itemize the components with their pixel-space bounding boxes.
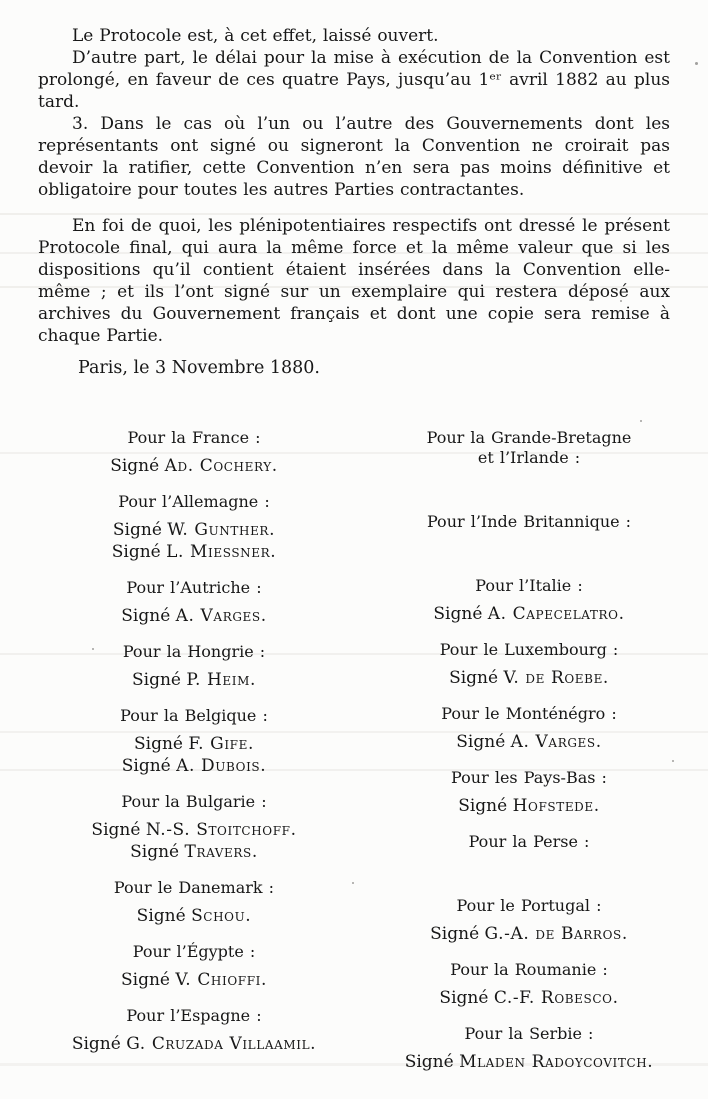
scan-artifact: [620, 300, 622, 302]
signature-block: [28, 706, 360, 777]
signatory-name: Hofstede.: [512, 796, 600, 816]
country-heading: Pour le Luxembourg :: [439, 640, 619, 659]
signature-block: [360, 960, 698, 1009]
signature-line: [28, 605, 360, 627]
signature-line: [28, 819, 360, 841]
country-heading: Pour l’Égypte :: [132, 942, 256, 961]
scan-artifact: [695, 62, 698, 65]
signature-block: [28, 1006, 360, 1055]
signature-line: [28, 455, 360, 477]
signature-prefix-label: Signé: [439, 988, 494, 1008]
signature-prefix-label: Signé: [71, 1034, 127, 1054]
country-heading: Pour la Hongrie :: [122, 642, 266, 661]
signature-block: [360, 1024, 698, 1073]
signatory-name: A. Capecelatro.: [487, 604, 625, 624]
signature-block: [360, 512, 698, 532]
signature-prefix-label: Signé: [91, 820, 146, 840]
country-heading: Pour l’Espagne :: [126, 1006, 262, 1025]
signature-prefix-label: Signé: [121, 970, 176, 990]
signatory-name: V. Chioffi.: [175, 970, 267, 990]
signature-block: [28, 428, 360, 477]
signature-prefix-label: Signé: [134, 734, 189, 754]
signature-prefix-label: Signé: [136, 906, 192, 926]
signatory-name: N.-S. Stoitchoff.: [145, 820, 297, 840]
signatory-name: A. Varges.: [175, 606, 267, 626]
signature-line: [360, 667, 698, 689]
country-heading: Pour la Serbie :: [464, 1024, 594, 1043]
signature-column-right: [360, 428, 698, 1088]
country-heading: Pour la Roumanie :: [450, 960, 608, 979]
paragraph-en-foi-de-quoi: En foi de quoi, les plénipotentiaires respectifs ont dressé le présent Protocole final, qui aura la même force et la même valeur que si les dispositions qu’il contient étaient insérées dans la Convention elle-même ; et ils l’ont signé sur un exemplaire qui restera déposé aux archives du Gouvernement français et dont une copie sera remise à chaque Partie.: [38, 216, 670, 346]
signature-line: [28, 905, 360, 927]
signature-block: [28, 578, 360, 627]
signature-line: [28, 733, 360, 755]
scan-artifact: [352, 882, 354, 884]
signature-block: [360, 428, 698, 468]
country-heading: Pour les Pays-Bas :: [451, 768, 607, 787]
signature-prefix-label: Signé: [111, 542, 167, 562]
signature-prefix-label: Signé: [110, 456, 165, 476]
body-text: [38, 25, 670, 380]
scan-artifact: [92, 648, 94, 650]
paragraph-protocole-ouvert: Le Protocole est, à cet effet, laissé ouvert.: [72, 26, 439, 46]
signature-line: [28, 541, 360, 563]
signature-prefix-label: Signé: [433, 604, 488, 624]
country-heading: Pour la Perse :: [468, 832, 590, 851]
country-heading: Pour la Bulgarie :: [121, 792, 267, 811]
country-heading: Pour le Monténégro :: [441, 704, 617, 723]
signature-line: [360, 603, 698, 625]
signature-line: [28, 841, 360, 863]
scan-artifact: [672, 760, 674, 762]
signature-prefix-label: Signé: [458, 796, 513, 816]
country-heading: Pour l’Inde Britannique :: [426, 512, 632, 531]
signatory-name: A. Dubois.: [176, 756, 267, 776]
country-heading: Pour l’Autriche :: [126, 578, 262, 597]
dateline: Paris, le 3 Novembre 1880.: [78, 358, 320, 378]
signature-line: [28, 969, 360, 991]
country-heading: Pour la Belgique :: [120, 706, 268, 725]
signature-line: [360, 1051, 698, 1073]
signatory-name: L. Miessner.: [166, 542, 277, 562]
signature-column-left: [28, 428, 360, 1088]
signatory-name: G.-A. de Barros.: [484, 924, 628, 944]
signature-prefix-label: Signé: [404, 1052, 460, 1072]
signature-prefix-label: Signé: [131, 670, 187, 690]
signature-block: [360, 768, 698, 817]
signature-prefix-label: Signé: [449, 668, 504, 688]
signatory-name: W. Gunther.: [167, 520, 276, 540]
signatory-name: C.-F. Robesco.: [493, 988, 619, 1008]
signatory-name: F. Gife.: [188, 734, 254, 754]
paragraph-delai-execution: D’autre part, le délai pour la mise à exécution de la Convention est prolongé, en faveur de ces quatre Pays, jusqu’au 1ᵉʳ avril 1882 au plus tard.: [38, 48, 670, 112]
signature-line: [360, 923, 698, 945]
signature-line: [28, 669, 360, 691]
signature-block: [360, 832, 698, 852]
signature-line: [360, 795, 698, 817]
signature-line: [28, 519, 360, 541]
signature-prefix-label: Signé: [130, 842, 185, 862]
signature-prefix-label: Signé: [121, 756, 177, 776]
signature-block: [28, 492, 360, 563]
signature-prefix-label: Signé: [112, 520, 168, 540]
signature-block: [360, 704, 698, 753]
signature-section: [28, 428, 698, 1088]
signature-prefix-label: Signé: [456, 732, 511, 752]
signature-block: [28, 642, 360, 691]
signature-block: [28, 942, 360, 991]
signature-block: [360, 896, 698, 945]
country-heading: Pour la France :: [127, 428, 261, 447]
signature-line: [28, 1033, 360, 1055]
signatory-name: Travers.: [184, 842, 258, 862]
signature-block: [360, 640, 698, 689]
signatory-name: G. Cruzada Villaamil.: [126, 1034, 317, 1054]
signatory-name: Schou.: [191, 906, 252, 926]
signature-prefix-label: Signé: [121, 606, 176, 626]
signature-line: [28, 755, 360, 777]
paragraph-ratification: 3. Dans le cas où l’un ou l’autre des Gouvernements dont les représentants ont signé ou signeront la Convention ne croirait pas devoir la ratifier, cette Convention n’en sera pas moins définitive et obligatoire pour toutes les autres Parties contractantes.: [38, 114, 670, 200]
signature-prefix-label: Signé: [430, 924, 485, 944]
country-heading: Pour l’Italie :: [475, 576, 583, 595]
signature-line: [360, 987, 698, 1009]
country-heading: Pour le Portugal :: [456, 896, 602, 915]
country-heading: Pour la Grande-Bretagne: [426, 428, 632, 447]
signatory-name: Ad. Cochery.: [164, 456, 278, 476]
signature-block: [28, 792, 360, 863]
country-heading: et l’Irlande :: [477, 448, 581, 467]
signatory-name: P. Heim.: [186, 670, 256, 690]
scan-artifact: [640, 420, 642, 422]
signatory-name: A. Varges.: [510, 732, 602, 752]
signatory-name: V. de Roebe.: [503, 668, 609, 688]
signature-block: [28, 878, 360, 927]
signature-block: [360, 576, 698, 625]
country-heading: Pour le Danemark :: [113, 878, 275, 897]
country-heading: Pour l’Allemagne :: [118, 492, 270, 511]
signature-line: [360, 731, 698, 753]
signatory-name: Mladen Radoycovitch.: [459, 1052, 654, 1072]
